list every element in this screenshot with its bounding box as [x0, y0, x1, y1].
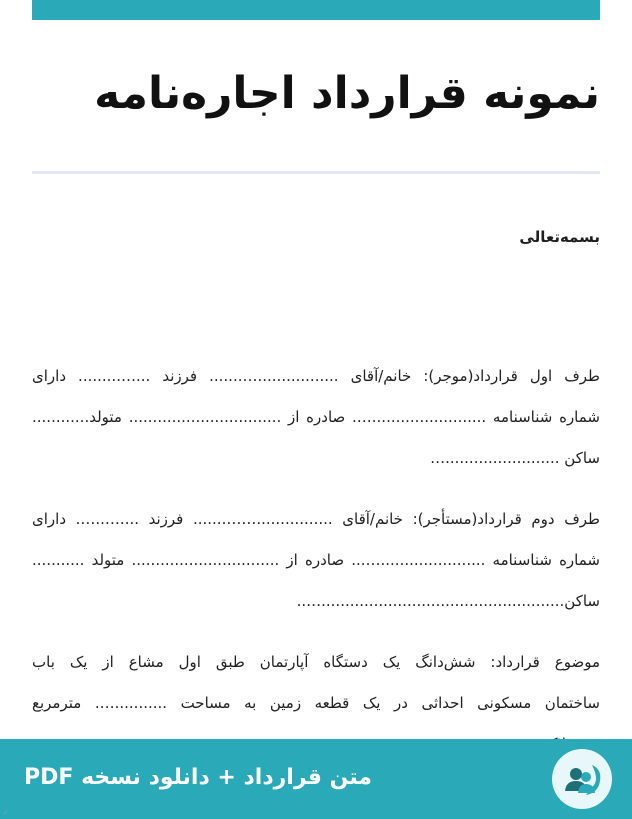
subject-line-2: ساختمان مسکونی احداثی در یک قطعه زمین به مساحت ...........…. مترمربع	[32, 694, 600, 712]
lessor-line-3: ساکن ........................…	[430, 449, 600, 467]
contract-body	[32, 222, 600, 765]
lessor-line-2: شماره شناسنامه ........................…. صادره از ................................ متولد............	[32, 408, 600, 426]
title-divider	[32, 171, 600, 174]
subject-line-1: موضوع قرارداد: شش‌دانگ یک دستگاه آپارتمان طبق اول مشاع از یک باب	[32, 653, 600, 671]
basmala-heading: بسمه‌تعالی	[519, 228, 600, 246]
lessor-paragraph	[32, 356, 600, 479]
download-banner[interactable]	[0, 739, 632, 819]
download-pdf-link[interactable]: متن قرارداد + دانلود نسخه PDF	[24, 765, 372, 790]
top-accent-bar	[32, 0, 600, 20]
users-chat-icon	[552, 749, 612, 809]
page-title: نمونه قرارداد اجاره‌نامه	[94, 68, 600, 119]
lessee-line-3: ساکن...................................................…..	[296, 592, 600, 610]
lessor-line-1: طرف اول قرارداد(موجر): خانم/آقای .................…....... فرزند ...…......... دارای	[32, 367, 600, 385]
site-logo[interactable]	[552, 749, 612, 809]
lessee-line-1: طرف دوم قرارداد(مستأجر): خانم/آقای ................……....... فرزند ....…..…. دارای	[32, 510, 600, 528]
corner-mark: ٫	[4, 806, 7, 815]
lessee-paragraph	[32, 499, 600, 622]
lessee-line-2: شماره شناسنامه ......................…... صادره از ............................... متولد ...........	[32, 551, 600, 569]
